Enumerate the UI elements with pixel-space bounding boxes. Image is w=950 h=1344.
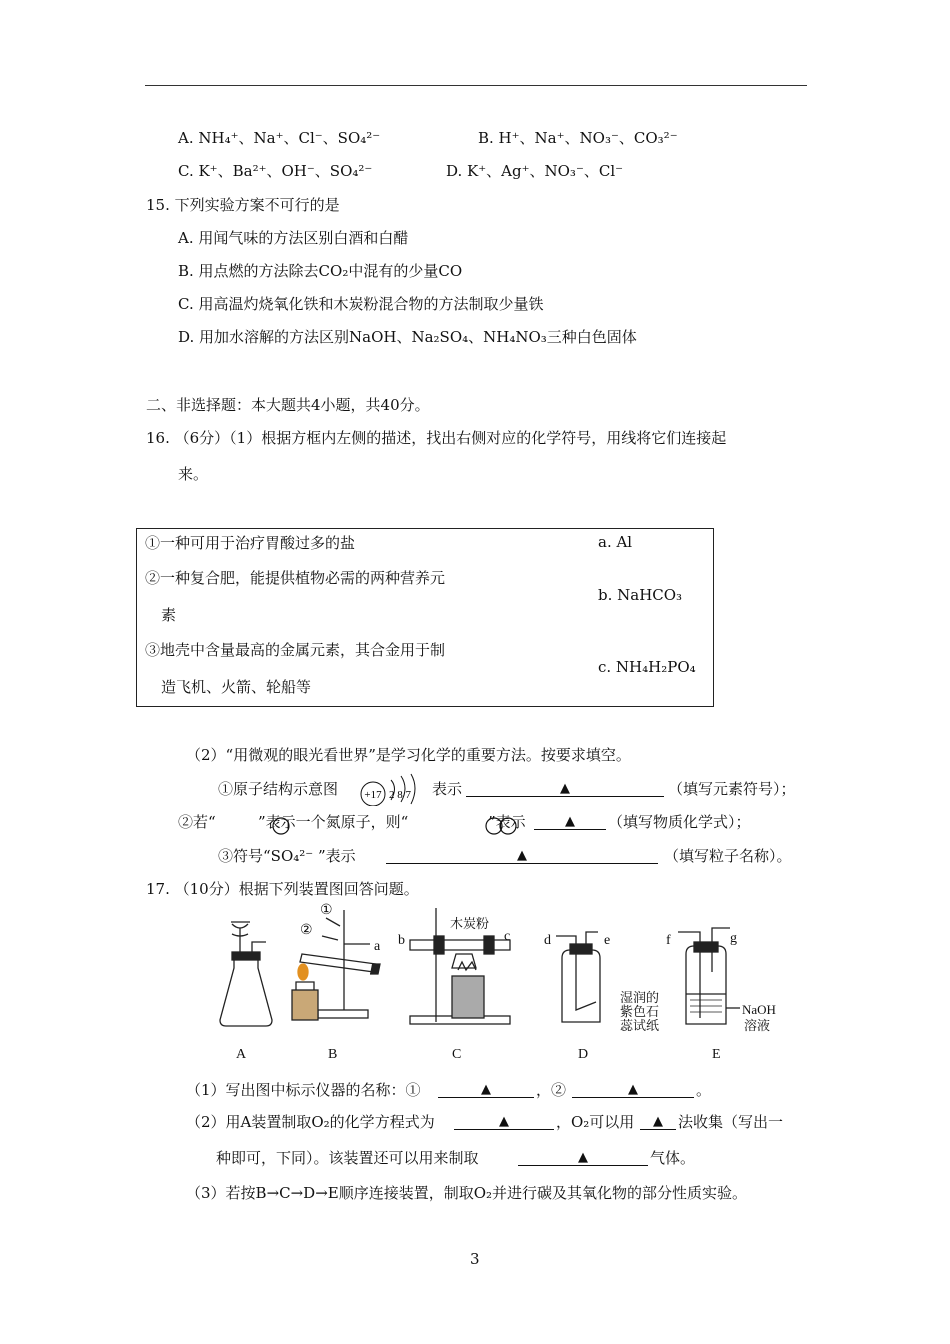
q17-1-answer-1[interactable]: ▲ <box>438 1079 534 1098</box>
q16-2-2-answer[interactable]: ▲ <box>534 811 606 830</box>
q17-3-text: （3）若按B→C→D→E顺序连接装置，制取O₂并进行碳及其氧化物的部分性质实验。 <box>186 1184 748 1202</box>
apparatus-a <box>220 922 272 1026</box>
matching-box <box>136 528 714 707</box>
q17-stem: 17. （10分）根据下列装置图回答问题。 <box>146 880 419 898</box>
label-d: d <box>544 933 551 948</box>
box-item-3-line2: 造飞机、火箭、轮船等 <box>161 678 312 696</box>
q14-option-b: B. H⁺、Na⁺、NO₃⁻、CO₃²⁻ <box>478 129 678 147</box>
label-g: g <box>730 931 737 946</box>
apparatus-figure <box>200 898 800 1064</box>
label-litmus-2: 紫色石 <box>620 1004 660 1019</box>
q15-option-d: D. 用加水溶解的方法区别NaOH、Na₂SO₄、NH₄NO₃三种白色固体 <box>178 328 637 346</box>
q17-1-mid: ，② <box>536 1081 567 1099</box>
box-symbol-c: c. NH₄H₂PO₄ <box>598 658 696 676</box>
q17-2-mid2: 法收集（写出一 <box>678 1113 784 1131</box>
q17-1-prefix: （1）写出图中标示仪器的名称：① <box>186 1081 421 1099</box>
q16-2-3-prefix: ③符号“SO₄²⁻ ”表示 <box>218 847 356 865</box>
q16-2-1-prefix: ①原子结构示意图 <box>218 780 339 798</box>
label-b: b <box>398 933 405 948</box>
label-c: c <box>504 929 511 944</box>
q17-2-answer-3[interactable]: ▲ <box>518 1147 648 1166</box>
box-symbol-b: b. NaHCO₃ <box>598 586 683 604</box>
box-item-2-line2: 素 <box>161 606 177 624</box>
label-circle-2: ② <box>300 923 313 938</box>
section-heading: 二、非选择题：本大题共4小题，共40分。 <box>146 396 430 414</box>
q14-option-d: D. K⁺、Ag⁺、NO₃⁻、Cl⁻ <box>446 162 624 180</box>
q17-2-answer-1[interactable]: ▲ <box>454 1111 554 1130</box>
q16-2-2-mid2: ”表示 <box>488 813 526 831</box>
label-E: E <box>712 1047 721 1062</box>
q16-2-3-answer[interactable]: ▲ <box>386 845 658 864</box>
atom-shells-label: 2 8 7 <box>389 789 411 801</box>
label-C: C <box>452 1047 462 1062</box>
header-rule <box>145 85 807 86</box>
box-item-1: ①一种可用于治疗胃酸过多的盐 <box>145 534 356 552</box>
q16-stem-line1: 16. （6分）（1）根据方框内左侧的描述，找出右侧对应的化学符号，用线将它们连接起 <box>146 429 727 447</box>
label-a: a <box>374 939 381 954</box>
q17-1-answer-2[interactable]: ▲ <box>572 1079 694 1098</box>
label-charcoal: 木炭粉 <box>450 916 490 931</box>
label-A: A <box>236 1047 247 1062</box>
label-circle-1: ① <box>320 903 333 918</box>
label-e: e <box>604 933 611 948</box>
q15-option-a: A. 用闻气味的方法区别白酒和白醋 <box>178 229 409 247</box>
atom-structure-diagram <box>356 770 426 806</box>
apparatus-d <box>556 932 600 1022</box>
q14-option-a: A. NH₄⁺、Na⁺、Cl⁻、SO₄²⁻ <box>178 129 381 147</box>
q16-2-1-mid: 表示 <box>432 780 463 798</box>
label-f: f <box>666 933 671 948</box>
atom-nucleus-label: +17 <box>364 789 382 801</box>
q16-2-3-suffix: （填写粒子名称）。 <box>664 847 792 865</box>
q16-2-2-suffix: （填写物质化学式）； <box>608 813 751 831</box>
q17-2-line2-prefix: 种即可，下同）。该装置还可以用来制取 <box>216 1149 479 1167</box>
q15-option-c: C. 用高温灼烧氧化铁和木炭粉混合物的方法制取少量铁 <box>178 295 544 313</box>
box-item-2-line1: ②一种复合肥，能提供植物必需的两种营养元 <box>145 569 446 587</box>
label-litmus-3: 蕊试纸 <box>620 1018 660 1033</box>
q16-2-1-answer[interactable]: ▲ <box>466 778 664 797</box>
q17-2-prefix: （2）用A装置制取O₂的化学方程式为 <box>186 1113 435 1131</box>
label-litmus-1: 湿润的 <box>620 990 660 1005</box>
q16-2-2-prefix: ②若“ <box>178 813 216 831</box>
q17-2-suffix: 气体。 <box>650 1149 696 1167</box>
q14-option-c: C. K⁺、Ba²⁺、OH⁻、SO₄²⁻ <box>178 162 373 180</box>
page-number: 3 <box>470 1250 480 1268</box>
label-naoh-1: NaOH <box>742 1002 776 1017</box>
label-D: D <box>578 1047 589 1062</box>
q16-part2-intro: （2）“用微观的眼光看世界”是学习化学的重要方法。按要求填空。 <box>186 746 631 764</box>
box-item-3-line1: ③地壳中含量最高的金属元素，其合金用于制 <box>145 641 446 659</box>
q17-1-suffix: 。 <box>696 1081 712 1099</box>
label-B: B <box>328 1047 338 1062</box>
q15-stem: 15. 下列实验方案不可行的是 <box>146 196 340 214</box>
box-symbol-a: a. Al <box>598 533 633 551</box>
q16-stem-line2: 来。 <box>178 465 209 483</box>
label-naoh-2: 溶液 <box>744 1018 771 1033</box>
q16-2-2-mid: ”表示一个氮原子，则“ <box>258 813 409 831</box>
q17-2-answer-2[interactable]: ▲ <box>640 1111 676 1130</box>
q16-2-1-suffix: （填写元素符号）； <box>668 780 796 798</box>
q17-2-mid: ，O₂可以用 <box>556 1113 635 1131</box>
q15-option-b: B. 用点燃的方法除去CO₂中混有的少量CO <box>178 262 463 280</box>
